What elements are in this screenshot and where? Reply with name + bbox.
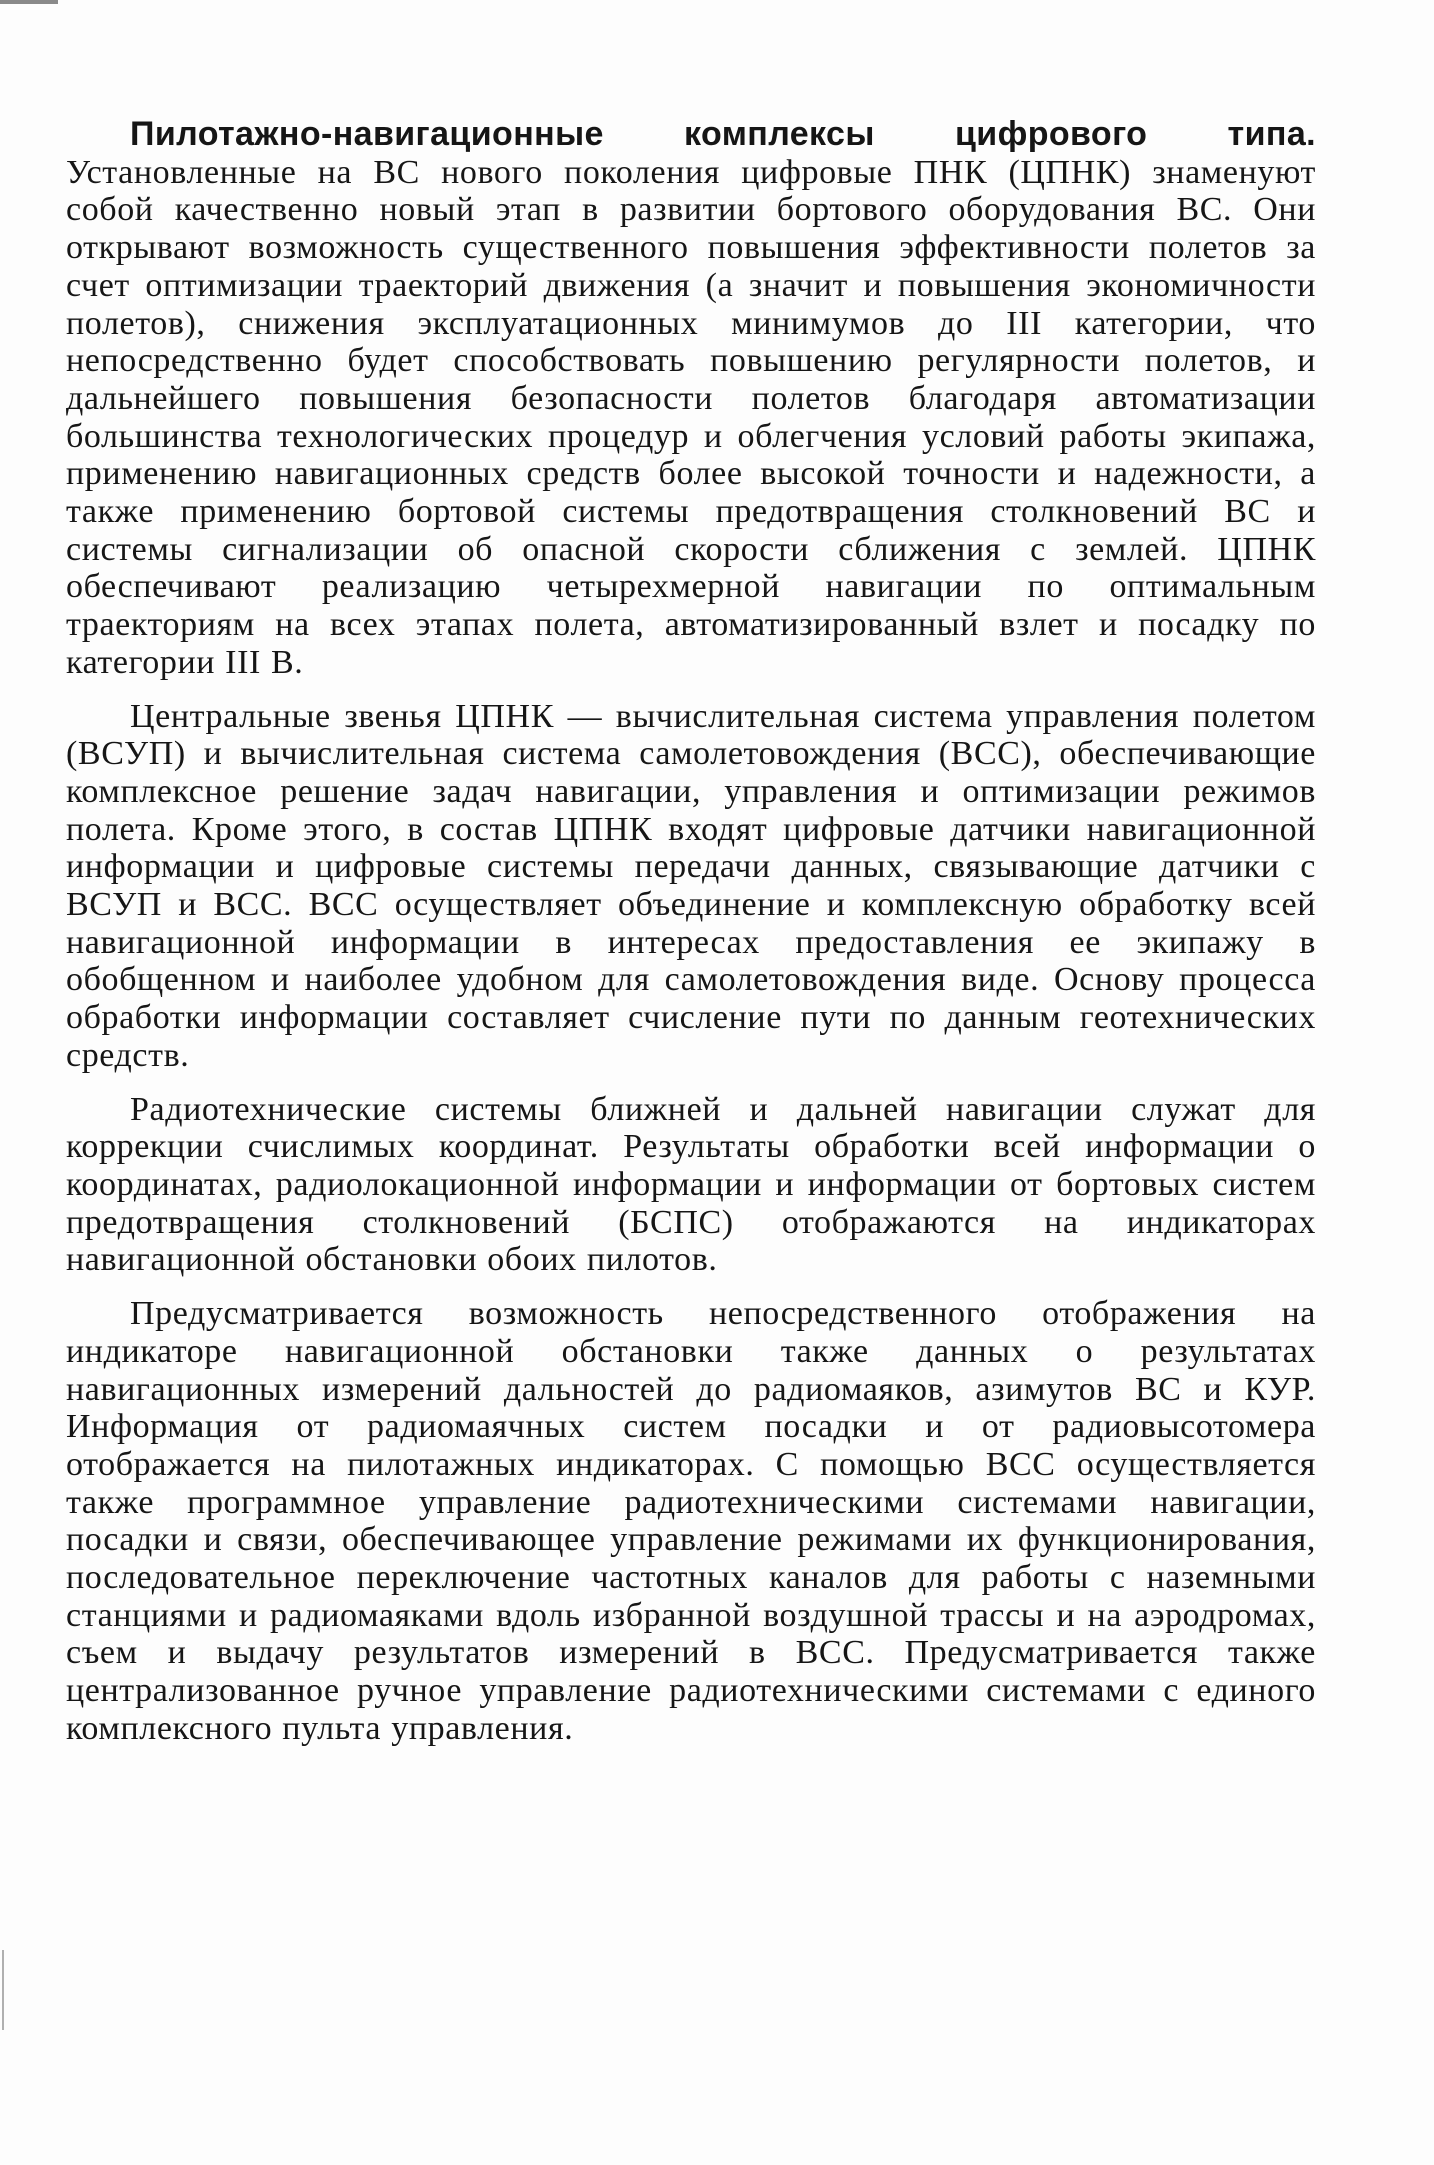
- paragraph-text: Центральные звенья ЦПНК — вычислительная система управления полетом (ВСУП) и вычислительная система самолетовождения (ВСС), обеспечивающие комплексное решение задач навигации, управления и оптимизации режимов полета. Кроме этого, в состав ЦПНК входят цифровые датчики навигационной информации и цифровые системы передачи данных, связывающие датчики с ВСУП и ВСС. ВСС осуществляет объединение и комплексную обработку всей навигационной информации в интересах предоставления ее экипажу в обобщенном и наиболее удобном для самолетовождения виде. Основу процесса обработки информации составляет счисление пути по данным геотехнических средств.: [66, 697, 1316, 1074]
- paragraph: [66, 1091, 1316, 1280]
- paragraph: [66, 1295, 1316, 1747]
- paragraph: [66, 116, 1316, 682]
- paragraph: [66, 698, 1316, 1075]
- paragraph-text: Установленные на ВС нового поколения цифровые ПНК (ЦПНК) знаменуют собой качественно новый этап в развитии бортового оборудования ВС. Они открывают возможность существенного повышения эффективности полетов за счет оптимизации траекторий движения (а значит и повышения экономичности полетов), снижения эксплуатационных минимумов до III категории, что непосредственно будет способствовать повышению регулярности полетов, и дальнейшего повышения безопасности полетов благодаря автоматизации большинства технологических процедур и облегчения условий работы экипажа, применению навигационных средств более высокой точности и надежности, а также применению бортовой системы предотвращения столкновений ВС и системы сигнализации об опасной скорости сближения с землей. ЦПНК обеспечивают реализацию четырехмерной навигации по оптимальным траекториям на всех этапах полета, автоматизированный взлет и посадку по категории III В.: [66, 153, 1316, 681]
- paragraph-text: Предусматривается возможность непосредственного отображения на индикаторе навигационной обстановки также данных о результатах навигационных измерений дальностей до радиомаяков, азимутов ВС и КУР. Информация от радиомаячных систем посадки и от радиовысотомера отображается на пилотажных индикаторах. С помощью ВСС осуществляется также программное управление радиотехническими системами навигации, посадки и связи, обеспечивающее управление режимами их функционирования, последовательное переключение частотных каналов для работы с наземными станциями и радиомаяками вдоль избранной воздушной трассы и на аэродромах, съем и выдачу результатов измерений в ВСС. Предусматривается также централизованное ручное управление радиотехническими системами с единого комплексного пульта управления.: [66, 1295, 1316, 1747]
- paragraph-text: Радиотехнические системы ближней и дальней навигации служат для коррекции счислимых координат. Результаты обработки всей информации о координатах, радиолокационной информации и информации от бортовых систем предотвращения столкновений (БСПС) отображаются на индикаторах навигационной обстановки обоих пилотов.: [66, 1090, 1316, 1279]
- text-column: [66, 116, 1316, 1748]
- scan-edge-mark: [0, 0, 58, 4]
- section-heading: Пилотажно-навигационные комплексы цифрового типа.: [130, 115, 1316, 153]
- scan-edge-mark: [2, 1950, 4, 2030]
